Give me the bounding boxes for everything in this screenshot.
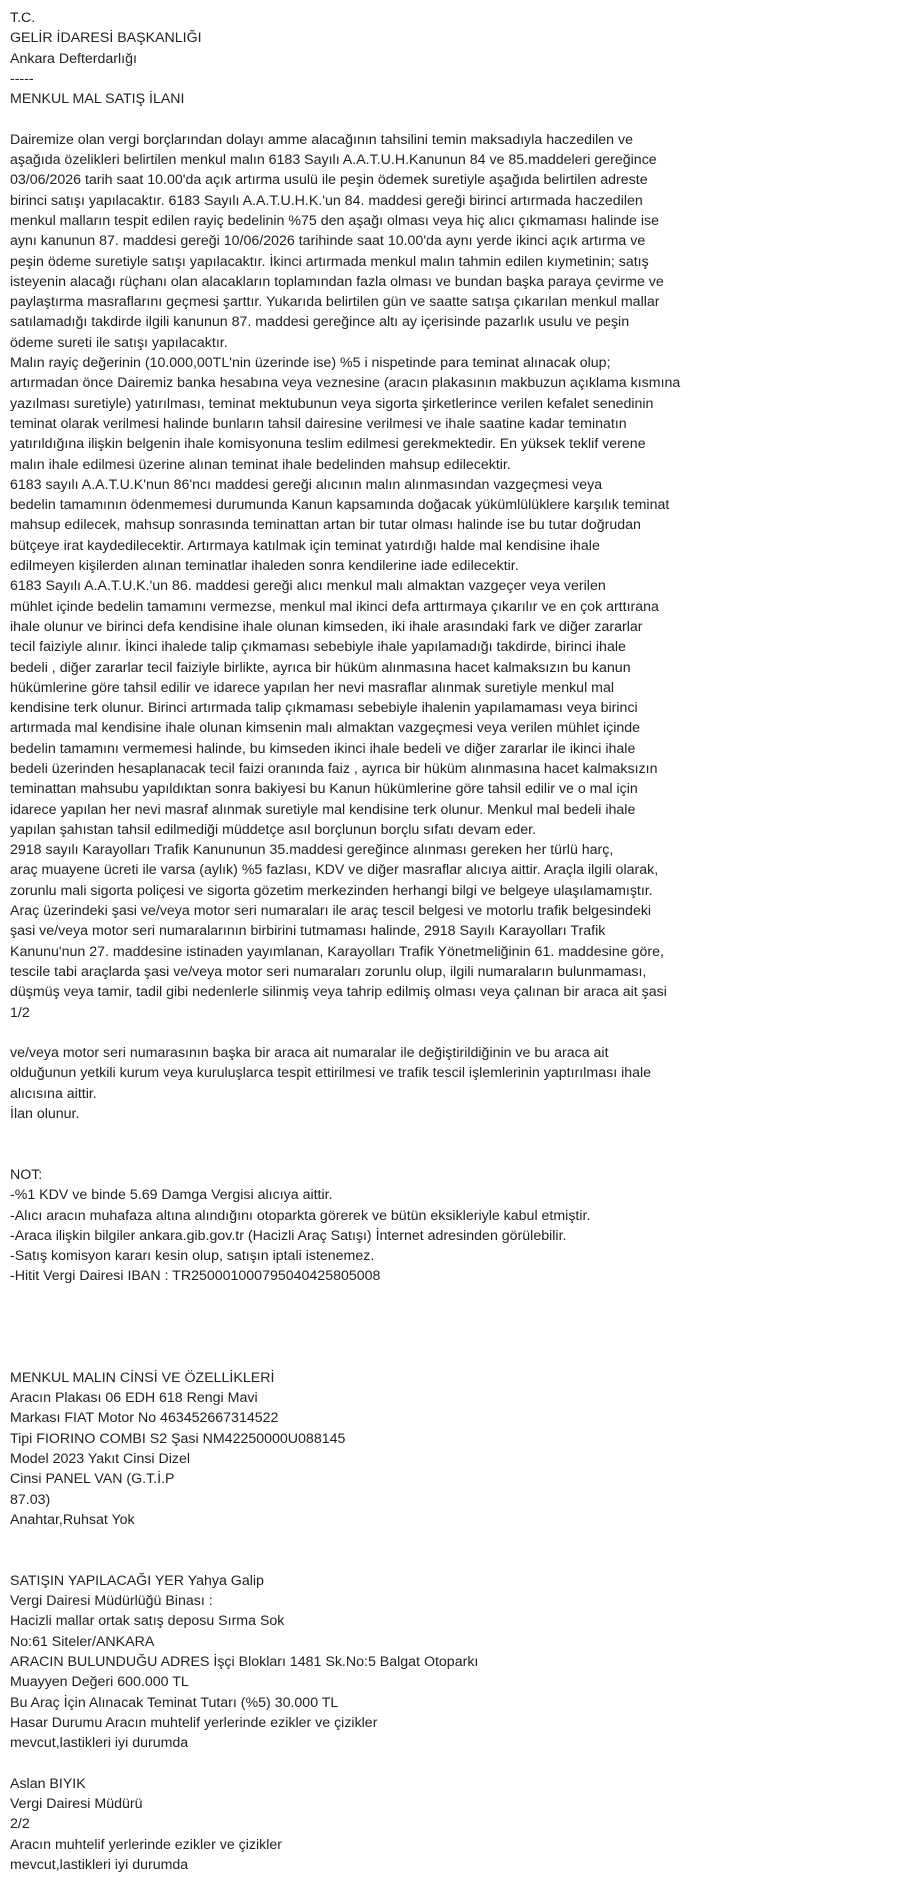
- spacer: [10, 1348, 900, 1368]
- signature-line: 2/2: [10, 1816, 30, 1833]
- body-line: idarece yapılan her nevi masraf alınmak suretiyle mal kendisine terk olunur. Menkul mal bedeli ihale: [10, 801, 636, 818]
- body-line: hükümlerine göre tahsil edilir ve idarece yapılan her nevi masraflar alınmak suretiyle menkul mal: [10, 679, 615, 696]
- location-line: Vergi Dairesi Müdürlüğü Binası :: [10, 1593, 213, 1610]
- sale-location-section: [10, 1571, 900, 1754]
- note-item: -Araca ilişkin bilgiler ankara.gib.gov.tr (Hacizli Araç Satışı) İnternet adresinden görülebilir.: [10, 1227, 567, 1244]
- body-line: satılamadığı takdirde ilgili kanunun 87. maddesi gereğince altı ay içerisinde pazarlık usulu ve peşin: [10, 314, 630, 331]
- note-item: -%1 KDV ve binde 5.69 Damga Vergisi alıcıya aittir.: [10, 1187, 333, 1204]
- spacer: [10, 1327, 900, 1347]
- body-line: isteyenin alacağı rüçhanı olan alacakların toplamından fazla olması ve bundan başka paraya çevirme ve: [10, 273, 664, 290]
- signature-line: mevcut,lastikleri iyi durumda: [10, 1857, 189, 1874]
- spacer: [10, 1754, 900, 1774]
- location-line: Muayyen Değeri 600.000 TL: [10, 1674, 189, 1691]
- body-line: şasi ve/veya motor seri numaralarının birbirini tutmaması halinde, 2918 Sayılı Karayolları Trafik: [10, 923, 606, 940]
- notes-title: NOT:: [10, 1166, 43, 1183]
- vehicle-detail-line: Markası FIAT Motor No 463452667314522: [10, 1410, 279, 1427]
- body-line: menkul malların tespit edilen rayiç bedelinin %75 den aşağı olması veya hiç alıcı çıkmaması halinde ise: [10, 212, 660, 229]
- spacer: [10, 1145, 900, 1165]
- body-line: bedelin tamamının ödenmemesi durumunda Kanun kapsamında doğacak yükümlülüklere karşılık teminat: [10, 497, 670, 514]
- vehicle-detail-line: Cinsi PANEL VAN (G.T.İ.P: [10, 1471, 175, 1488]
- body-line: alıcısına aittir.: [10, 1085, 97, 1102]
- body-line: aynı kanunun 87. maddesi gereği 10/06/2026 tarihinde saat 10.00'da aynı yerde ikinci açık artırma ve: [10, 233, 646, 250]
- location-line: SATIŞIN YAPILACAĞI YER Yahya Galip: [10, 1572, 264, 1589]
- spacer: [10, 1023, 900, 1043]
- body-line: mühlet içinde bedelin tamamını vermezse, menkul mal ikinci defa arttırmaya çıkarılır ve en çok arttırana: [10, 598, 659, 615]
- spacer: [10, 1551, 900, 1571]
- body-line: tecil faiziyle alınır. İkinci ihalede talip çıkmaması sebebiyle ihale yapılamadığı takdirde, birinci ihale: [10, 639, 626, 656]
- notes-section: [10, 1165, 900, 1287]
- signature-line: Aslan BIYIK: [10, 1775, 86, 1792]
- location-line: ARACIN BULUNDUĞU ADRES İşçi Blokları 1481 Sk.No:5 Balgat Otoparkı: [10, 1654, 479, 1671]
- header-separator: -----: [10, 70, 34, 87]
- body-line: 6183 Sayılı A.A.T.U.K.'un 86. maddesi gereği alıcı menkul malı almaktan vazgeçer veya verilen: [10, 578, 606, 595]
- document-header: [10, 8, 900, 109]
- note-item: -Satış komisyon kararı kesin olup, satışın iptali istenemez.: [10, 1248, 375, 1265]
- note-item: -Alıcı aracın muhafaza altına alındığını otoparkta görerek ve bütün eksikleriyle kabul etmiştir.: [10, 1207, 591, 1224]
- header-office: Ankara Defterdarlığı: [10, 50, 137, 67]
- body-line: zorunlu mali sigorta poliçesi ve sigorta gözetim merkezinden herhangi bilgi ve belgeye ulaşılamamıştır.: [10, 882, 653, 899]
- body-line: kendisine terk olunur. Birinci artırmada talip çıkmaması sebebiyle ihalenin yapılamaması veya birinci: [10, 700, 638, 717]
- body-line: 1/2: [10, 1004, 30, 1021]
- body-line: edilmeyen kişilerden alınan teminatlar ihaleden sonra kendilerine iade edilecektir.: [10, 558, 519, 575]
- vehicle-detail-line: Aracın Plakası 06 EDH 618 Rengi Mavi: [10, 1390, 258, 1407]
- vehicle-detail-line: 87.03): [10, 1491, 51, 1508]
- vehicle-title: MENKUL MALIN CİNSİ VE ÖZELLİKLERİ: [10, 1369, 275, 1386]
- body-line: bedeli üzerinden hesaplanacak tecil faizi oranında faiz , ayrıca bir hüküm alınmasına hacet kalmaksızın: [10, 760, 658, 777]
- body-line: Dairemize olan vergi borçlarından dolayı amme alacağının tahsilini temin maksadıyla haczedilen ve: [10, 131, 633, 148]
- body-line: Araç üzerindeki şasi ve/veya motor seri numaraları ile araç tescil belgesi ve motorlu trafik belgesindeki: [10, 903, 652, 920]
- body-line: araç muayene ücreti ile varsa (aylık) %5 fazlası, KDV ve diğer masraflar alıcıya aittir. Araçla ilgili olarak,: [10, 862, 659, 879]
- header-institution: GELİR İDARESİ BAŞKANLIĞI: [10, 30, 202, 47]
- body-line: aşağıda özelikleri belirtilen menkul malın 6183 Sayılı A.A.T.U.H.Kanunun 84 ve 85.maddeleri gereğince: [10, 152, 657, 169]
- body-line: teminat olarak verilmesi halinde bunların tahsil dairesine verilmesi ve ihale saatine kadar teminatın: [10, 415, 627, 432]
- body-line: yatırıldığına ilişkin belgenin ihale komisyonuna teslim edilmesi gerekmektedir. En yüksek teklif verene: [10, 436, 646, 453]
- notes-list: [10, 1185, 900, 1286]
- location-line: mevcut,lastikleri iyi durumda: [10, 1735, 189, 1752]
- signature-section: [10, 1774, 900, 1875]
- body-continuation: [10, 1043, 900, 1124]
- vehicle-detail-line: Anahtar,Ruhsat Yok: [10, 1511, 135, 1528]
- announcement-document: [10, 8, 900, 1875]
- body-line: 2918 sayılı Karayolları Trafik Kanununun 35.maddesi gereğince alınması gereken her türlü harç,: [10, 842, 614, 859]
- body-line: mahsup edilecek, mahsup sonrasında teminattan artan bir tutar olması halinde ise bu tutar doğrudan: [10, 517, 641, 534]
- body-line: yapılan şahıstan tahsil edilmediği müddetçe asıl borçlunun borçlu sıfatı devam eder.: [10, 821, 537, 838]
- body-line: artırmada mal kendisine ihale olunan kimsenin malı almaktan vazgeçmesi veya verilen mühlet içinde: [10, 720, 641, 737]
- spacer: [10, 1530, 900, 1550]
- body-line: bütçeye irat kaydedilecektir. Artırmaya katılmak için teminat yatırdığı halde mal kendisine ihale: [10, 537, 600, 554]
- body-line: ödeme sureti ile satışı yapılacaktır.: [10, 334, 228, 351]
- body-line: bedeli , diğer zararlar tecil faiziyle birlikte, ayrıca bir hüküm alınmasına hacet kalmaksızın bu kanun: [10, 659, 631, 676]
- vehicle-detail-line: Model 2023 Yakıt Cinsi Dizel: [10, 1451, 191, 1468]
- body-line: artırmadan önce Dairemiz banka hesabına veya veznesine (aracın plakasının makbuzun açıklama kısmına: [10, 375, 681, 392]
- signature-line: Vergi Dairesi Müdürü: [10, 1796, 143, 1813]
- body-line: tescile tabi araçlarda şasi ve/veya motor seri numaraları zorunlu olup, ilgili numaraların bulunmaması,: [10, 963, 647, 980]
- body-line: ve/veya motor seri numarasının başka bir araca ait numaralar ile değiştirildiğinin ve bu araca ait: [10, 1045, 609, 1062]
- vehicle-section: [10, 1368, 900, 1530]
- body-line: birinci satışı yapılacaktır. 6183 Sayılı A.A.T.U.H.K.'un 84. maddesi gereği birinci artırmada haczedilen: [10, 192, 643, 209]
- body-line: peşin ödeme suretiyle satışı yapılacaktır. İkinci artırmada menkul malın tahmin edilen kıymetinin; satış: [10, 253, 649, 270]
- body-line: 03/06/2026 tarih saat 10.00'da açık artırma usulü ile peşin ödemek suretiyle aşağıda belirtilen adreste: [10, 172, 648, 189]
- body-line: ihale olunur ve birinci defa kendisine ihale olunan kimseden, iki ihale arasındaki fark ve diğer zararlar: [10, 618, 643, 635]
- vehicle-details: [10, 1388, 900, 1530]
- vehicle-detail-line: Tipi FIORINO COMBI S2 Şasi NM42250000U088145: [10, 1430, 346, 1447]
- body-line: Kanunu'nun 27. maddesine istinaden yayımlanan, Karayolları Trafik Yönetmeliğinin 61. maddesine göre,: [10, 943, 664, 960]
- location-line: Hacizli mallar ortak satış deposu Sırma Sok: [10, 1613, 285, 1630]
- body-line: Malın rayiç değerinin (10.000,00TL'nin üzerinde ise) %5 i nispetinde para teminat alınacak olup;: [10, 355, 611, 372]
- spacer: [10, 109, 900, 129]
- body-line: olduğunun yetkili kurum veya kuruluşlarca tespit ettirilmesi ve trafik tescil işlemlerinin yaptırılması ihale: [10, 1065, 652, 1082]
- location-line: Bu Araç İçin Alınacak Teminat Tutarı (%5) 30.000 TL: [10, 1694, 339, 1711]
- note-item: -Hitit Vergi Dairesi IBAN : TR250001000795040425805008: [10, 1268, 381, 1285]
- body-line: paylaştırma masraflarını geçmesi şarttır. Yukarıda belirtilen gün ve saatte satışa çıkarılan menkul mallar: [10, 294, 660, 311]
- location-line: Hasar Durumu Aracın muhtelif yerlerinde ezikler ve çizikler: [10, 1714, 378, 1731]
- body-line: 6183 sayılı A.A.T.U.K'nun 86'ncı maddesi gereği alıcının malın alınmasından vazgeçmesi veya: [10, 476, 603, 493]
- spacer: [10, 1124, 900, 1144]
- body-text: [10, 130, 900, 1023]
- body-line: düşmüş veya tamir, tadil gibi nedenlerle silinmiş veya tahrip edilmiş olması veya çalınan bir araca ait şasi: [10, 984, 667, 1001]
- body-line: malın ihale edilmesi üzerine alınan teminat ihale bedelinden mahsup edilecektir.: [10, 456, 511, 473]
- body-line: yazılması suretiyle) yatırılması, teminat mektubunun veya sigorta şirketlerince verilen kefalet senedinin: [10, 395, 654, 412]
- body-line: bedelin tamamını vermemesi halinde, bu kimseden ikinci ihale bedeli ve diğer zararlar ile ikinci ihale: [10, 740, 636, 757]
- spacer: [10, 1287, 900, 1307]
- body-line: İlan olunur.: [10, 1106, 80, 1123]
- location-line: No:61 Siteler/ANKARA: [10, 1633, 155, 1650]
- body-line: teminattan mahsubu yapıldıktan sonra bakiyesi bu Kanun hükümlerine göre tahsil edilir ve o mal için: [10, 781, 638, 798]
- document-title: MENKUL MAL SATIŞ İLANI: [10, 91, 185, 108]
- signature-line: Aracın muhtelif yerlerinde ezikler ve çizikler: [10, 1836, 283, 1853]
- spacer: [10, 1307, 900, 1327]
- header-republic: T.C.: [10, 10, 36, 26]
